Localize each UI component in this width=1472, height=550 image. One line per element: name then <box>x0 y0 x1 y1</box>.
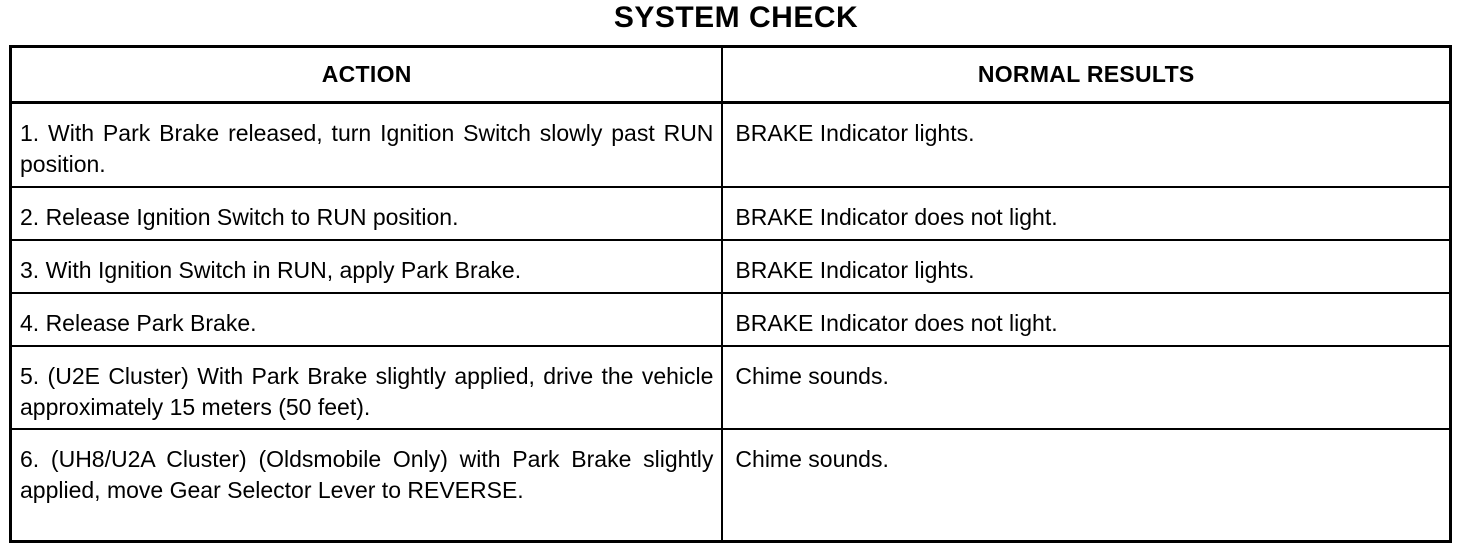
column-header-normal-results: NORMAL RESULTS <box>722 47 1450 103</box>
action-cell: 1. With Park Brake released, turn Ignition Switch slowly past RUN position. <box>11 103 723 187</box>
action-cell: 6. (UH8/U2A Cluster) (Oldsmobile Only) with Park Brake slightly applied, move Gear Selector Lever to REVERSE. <box>11 429 723 542</box>
action-cell: 5. (U2E Cluster) With Park Brake slightly applied, drive the vehicle approximately 15 meters (50 feet). <box>11 346 723 429</box>
normal-result-cell: Chime sounds. <box>722 346 1450 429</box>
table-row <box>11 293 1451 346</box>
table-row <box>11 103 1451 187</box>
action-cell: 2. Release Ignition Switch to RUN position. <box>11 187 723 240</box>
action-cell: 4. Release Park Brake. <box>11 293 723 346</box>
column-header-action: ACTION <box>11 47 723 103</box>
normal-result-cell: BRAKE Indicator lights. <box>722 103 1450 187</box>
action-cell: 3. With Ignition Switch in RUN, apply Park Brake. <box>11 240 723 293</box>
table-row <box>11 240 1451 293</box>
system-check-table <box>9 45 1452 543</box>
normal-result-cell: Chime sounds. <box>722 429 1450 542</box>
normal-result-cell: BRAKE Indicator does not light. <box>722 293 1450 346</box>
normal-result-cell: BRAKE Indicator lights. <box>722 240 1450 293</box>
table-row <box>11 187 1451 240</box>
table-row <box>11 346 1451 429</box>
normal-result-cell: BRAKE Indicator does not light. <box>722 187 1450 240</box>
table-header-row <box>11 47 1451 103</box>
table-row <box>11 429 1451 542</box>
page-title: SYSTEM CHECK <box>613 1 859 34</box>
